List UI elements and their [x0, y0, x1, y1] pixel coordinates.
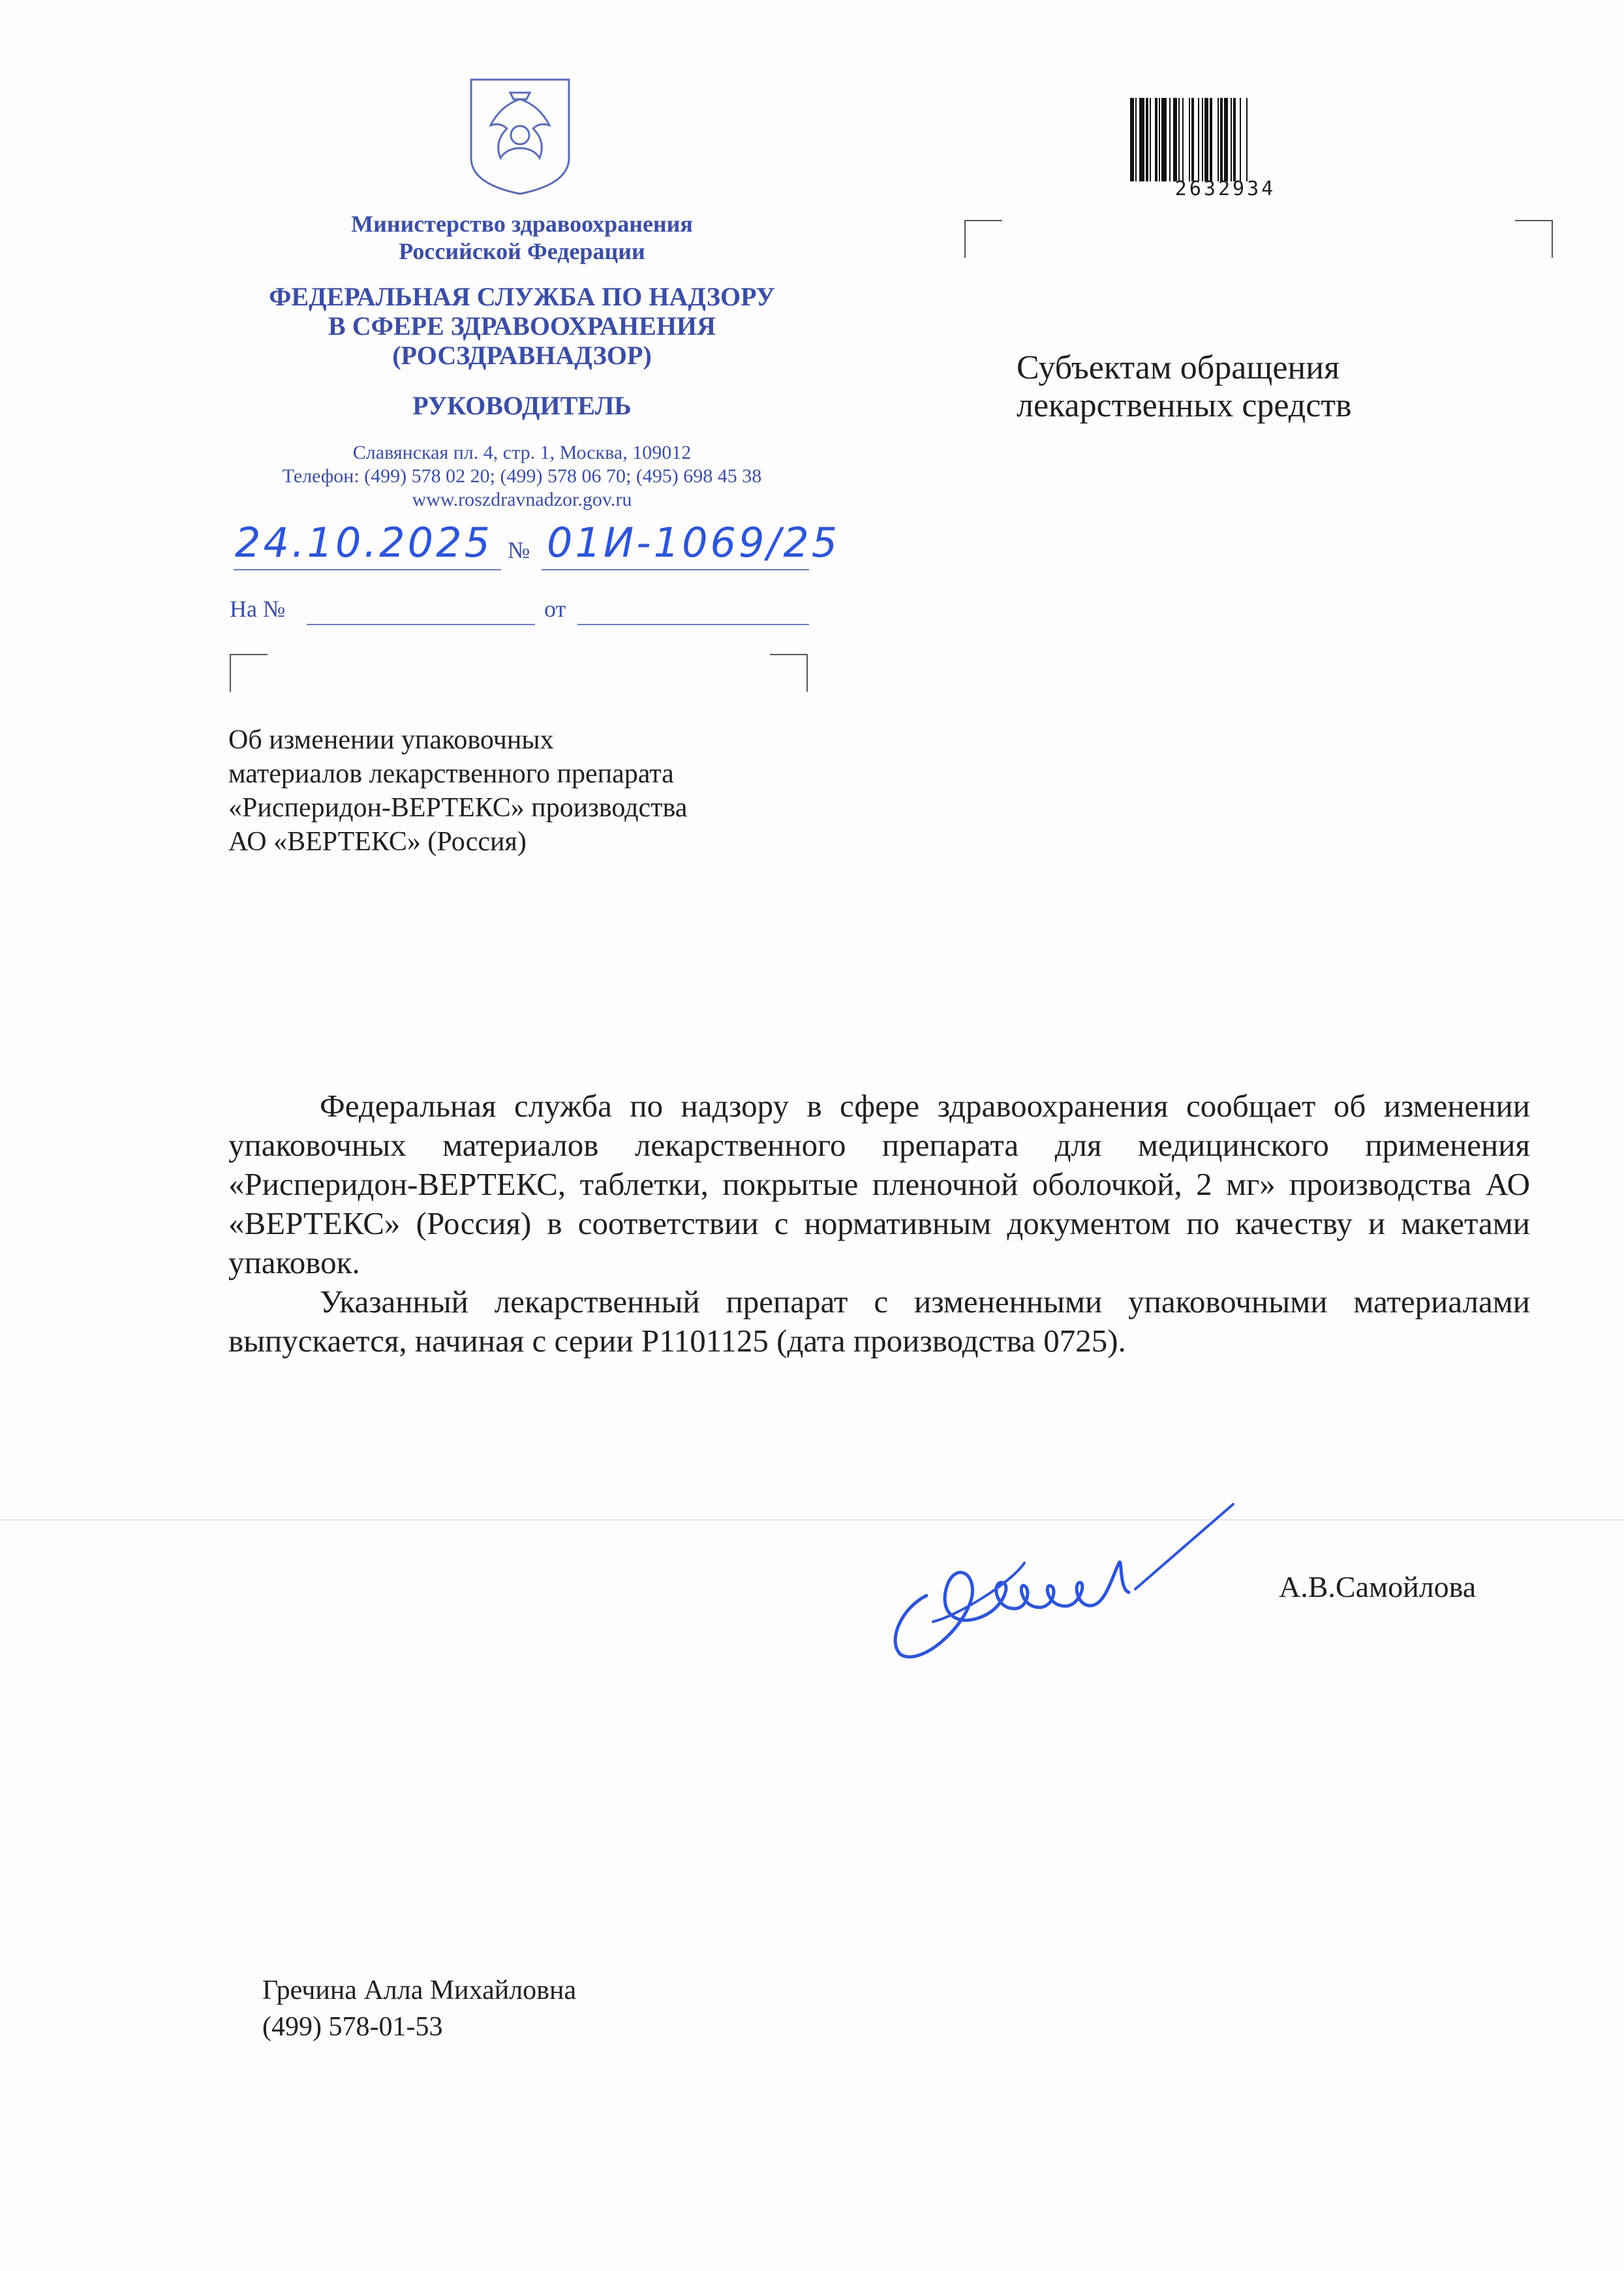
handwritten-signature	[861, 1485, 1253, 1680]
barcode-bar	[1224, 98, 1228, 181]
signer-name: А.В.Самойлова	[1279, 1570, 1477, 1603]
corner-mark	[1515, 220, 1553, 258]
barcode-bar	[1202, 98, 1203, 181]
barcode-bar	[1198, 98, 1199, 181]
reply-number-underline	[307, 624, 535, 625]
barcode-bar	[1218, 98, 1219, 181]
barcode-bar	[1146, 98, 1148, 181]
barcode-bar	[1159, 98, 1160, 181]
head-title: РУКОВОДИТЕЛЬ	[412, 391, 632, 420]
barcode-bar	[1130, 98, 1134, 181]
letter-body	[228, 1087, 1530, 1361]
coat-of-arms-icon	[465, 73, 575, 197]
reply-date-underline	[577, 624, 809, 625]
subject-line-1: Об изменении упаковочных	[228, 725, 554, 755]
barcode-bar	[1150, 98, 1151, 181]
reply-to-label: На №	[230, 596, 286, 622]
corner-mark	[230, 654, 268, 692]
barcode-bar	[1182, 98, 1184, 181]
from-label: от	[544, 596, 566, 622]
ministry-name	[196, 210, 848, 265]
barcode-bar	[1246, 98, 1248, 181]
subject-line-4: АО «ВЕРТЕКС» (Россия)	[228, 827, 527, 857]
barcode-bar	[1161, 98, 1167, 181]
service-line-1: ФЕДЕРАЛЬНАЯ СЛУЖБА ПО НАДЗОРУ	[269, 282, 775, 311]
recipient-line-2: лекарственных средств	[1017, 387, 1352, 424]
barcode-bar	[1191, 98, 1194, 181]
postal-address: Славянская пл. 4, стр. 1, Москва, 109012	[352, 442, 692, 463]
recipient-line-1: Субъектам обращения	[1017, 349, 1340, 386]
number-label: №	[508, 537, 530, 563]
subject-line-2: материалов лекарственного препарата	[228, 759, 674, 789]
barcode-bar	[1240, 98, 1241, 181]
barcode-number: 2632934	[1174, 178, 1276, 200]
corner-mark	[964, 220, 1002, 258]
number-underline	[542, 569, 809, 570]
registration-date: 24.10.2025	[235, 519, 493, 566]
registration-number: 01И-1069/25	[547, 519, 840, 566]
barcode-bar	[1155, 98, 1157, 181]
service-line-2: В СФЕРЕ ЗДРАВООХРАНЕНИЯ	[328, 311, 716, 341]
executor-phone: (499) 578-01-53	[262, 2012, 443, 2042]
ministry-line-1: Министерство здравоохранения	[351, 211, 693, 237]
barcode-bar	[1220, 98, 1223, 181]
barcode-bar	[1178, 98, 1180, 181]
date-underline	[234, 569, 501, 570]
barcode-icon	[1127, 98, 1323, 181]
recipient	[1017, 349, 1352, 425]
phone-numbers: Телефон: (499) 578 02 20; (499) 578 06 70; (495) 698 45 38	[282, 465, 762, 487]
barcode-bar	[1139, 98, 1144, 181]
corner-mark	[770, 654, 808, 692]
subject	[228, 723, 803, 859]
executor-info	[262, 1972, 576, 2045]
barcode-bar	[1204, 98, 1208, 181]
executor-name: Гречина Алла Михайловна	[262, 1975, 577, 2005]
body-paragraph-2: Указанный лекарственный препарат с измененными упаковочными материалами выпускается, начиная с серии Р1101125 (дата производства 0725).	[228, 1284, 1530, 1359]
website: www.roszdravnadzor.gov.ru	[412, 489, 632, 510]
barcode-bar	[1189, 98, 1190, 181]
barcode-bar	[1231, 98, 1232, 181]
service-name	[196, 282, 848, 370]
barcode-bar	[1210, 98, 1212, 181]
body-paragraph-1: Федеральная служба по надзору в сфере здравоохранения сообщает об изменении упаковочных материалов лекарственного препарата для медицинского применения «Рисперидон-ВЕРТЕКС, таблетки, покрытые пленочной оболочкой, 2 мг» производства АО «ВЕРТЕКС» (Россия) в соответствии с нормативным документом по качеству и макетами упаковок.	[228, 1088, 1530, 1280]
contact-block	[196, 441, 848, 512]
ministry-line-2: Российской Федерации	[399, 238, 645, 264]
barcode-bar	[1173, 98, 1177, 181]
scan-fold-line	[0, 1519, 1624, 1521]
barcode-bar	[1135, 98, 1137, 181]
service-line-3: (РОСЗДРАВНАДЗОР)	[392, 341, 652, 370]
subject-line-3: «Рисперидон-ВЕРТЕКС» производства	[228, 793, 688, 823]
barcode-bar	[1233, 98, 1236, 181]
barcode-bar	[1169, 98, 1171, 181]
